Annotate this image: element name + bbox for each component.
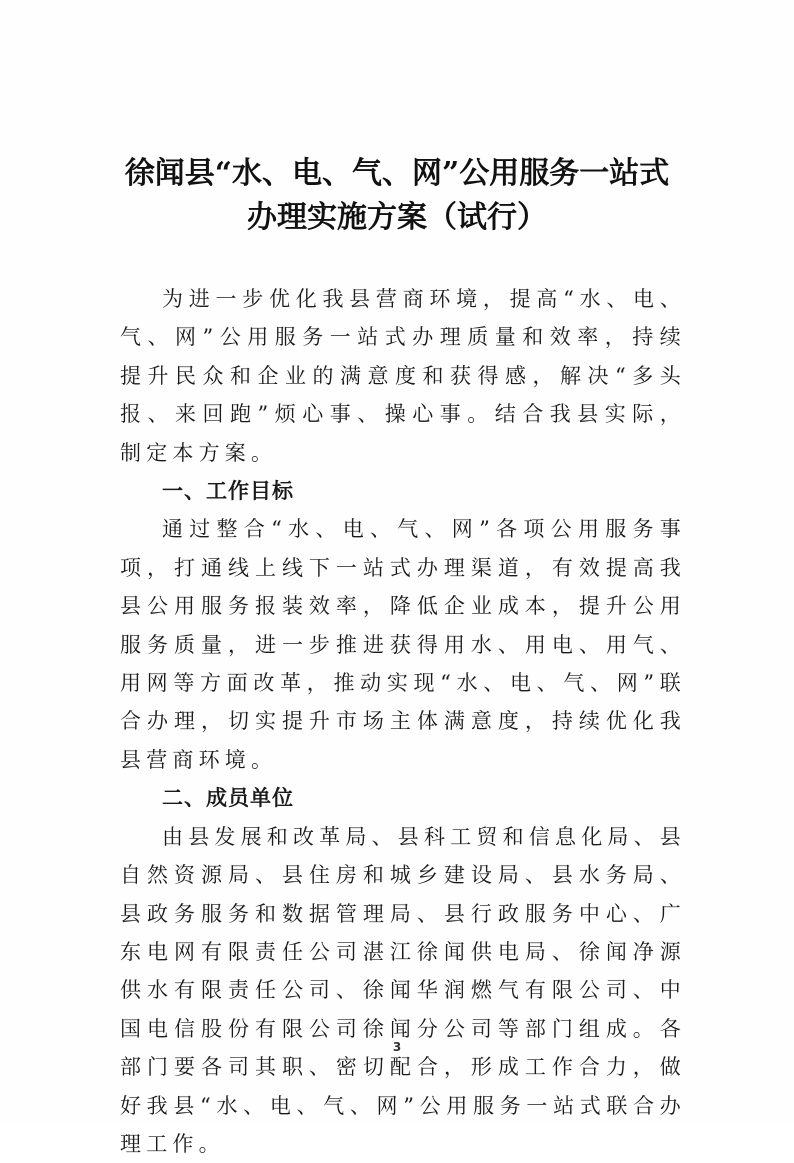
- page-number: 3: [392, 1040, 402, 1054]
- intro-paragraph: 为进一步优化我县营商环境，提高“水、电、气、网”公用服务一站式办理质量和效率，持续提升民众和企业的满意度和获得感，解决“多头报、来回跑”烦心事、操心事。结合我县实际，制定本方案。: [120, 287, 686, 465]
- section-body-goals: 通过整合“水、电、气、网”各项公用服务事项，打通线上线下一站式办理渠道，有效提高我县公用服务报装效率，降低企业成本，提升公用服务质量，进一步推进获得用水、用电、用气、用网等方面改革，推动实现“水、电、气、网”联合办理，切实提升市场主体满意度，持续优化我县营商环境。: [120, 517, 686, 772]
- section-heading-members: 二、成员单位: [162, 786, 294, 811]
- section-heading-goals: 一、工作目标: [162, 479, 294, 504]
- document-title-line-1: 徐闻县“水、电、气、网”公用服务一站式: [124, 156, 670, 191]
- document-title-line-2: 办理实施方案（试行）: [247, 200, 547, 235]
- section-body-members: 由县发展和改革局、县科工贸和信息化局、县自然资源局、县住房和城乡建设局、县水务局、县政务服务和数据管理局、县行政服务中心、广东电网有限责任公司湛江徐闻供电局、徐闻净源供水有限责任公司、徐闻华润燃气有限公司、中国电信股份有限公司徐闻分公司等部门组成。各部门要各司其职、密切配合，形成工作合力，做好我县“水、电、气、网”公用服务一站式联合办理工作。: [120, 824, 686, 1156]
- document-body: [120, 280, 686, 1163]
